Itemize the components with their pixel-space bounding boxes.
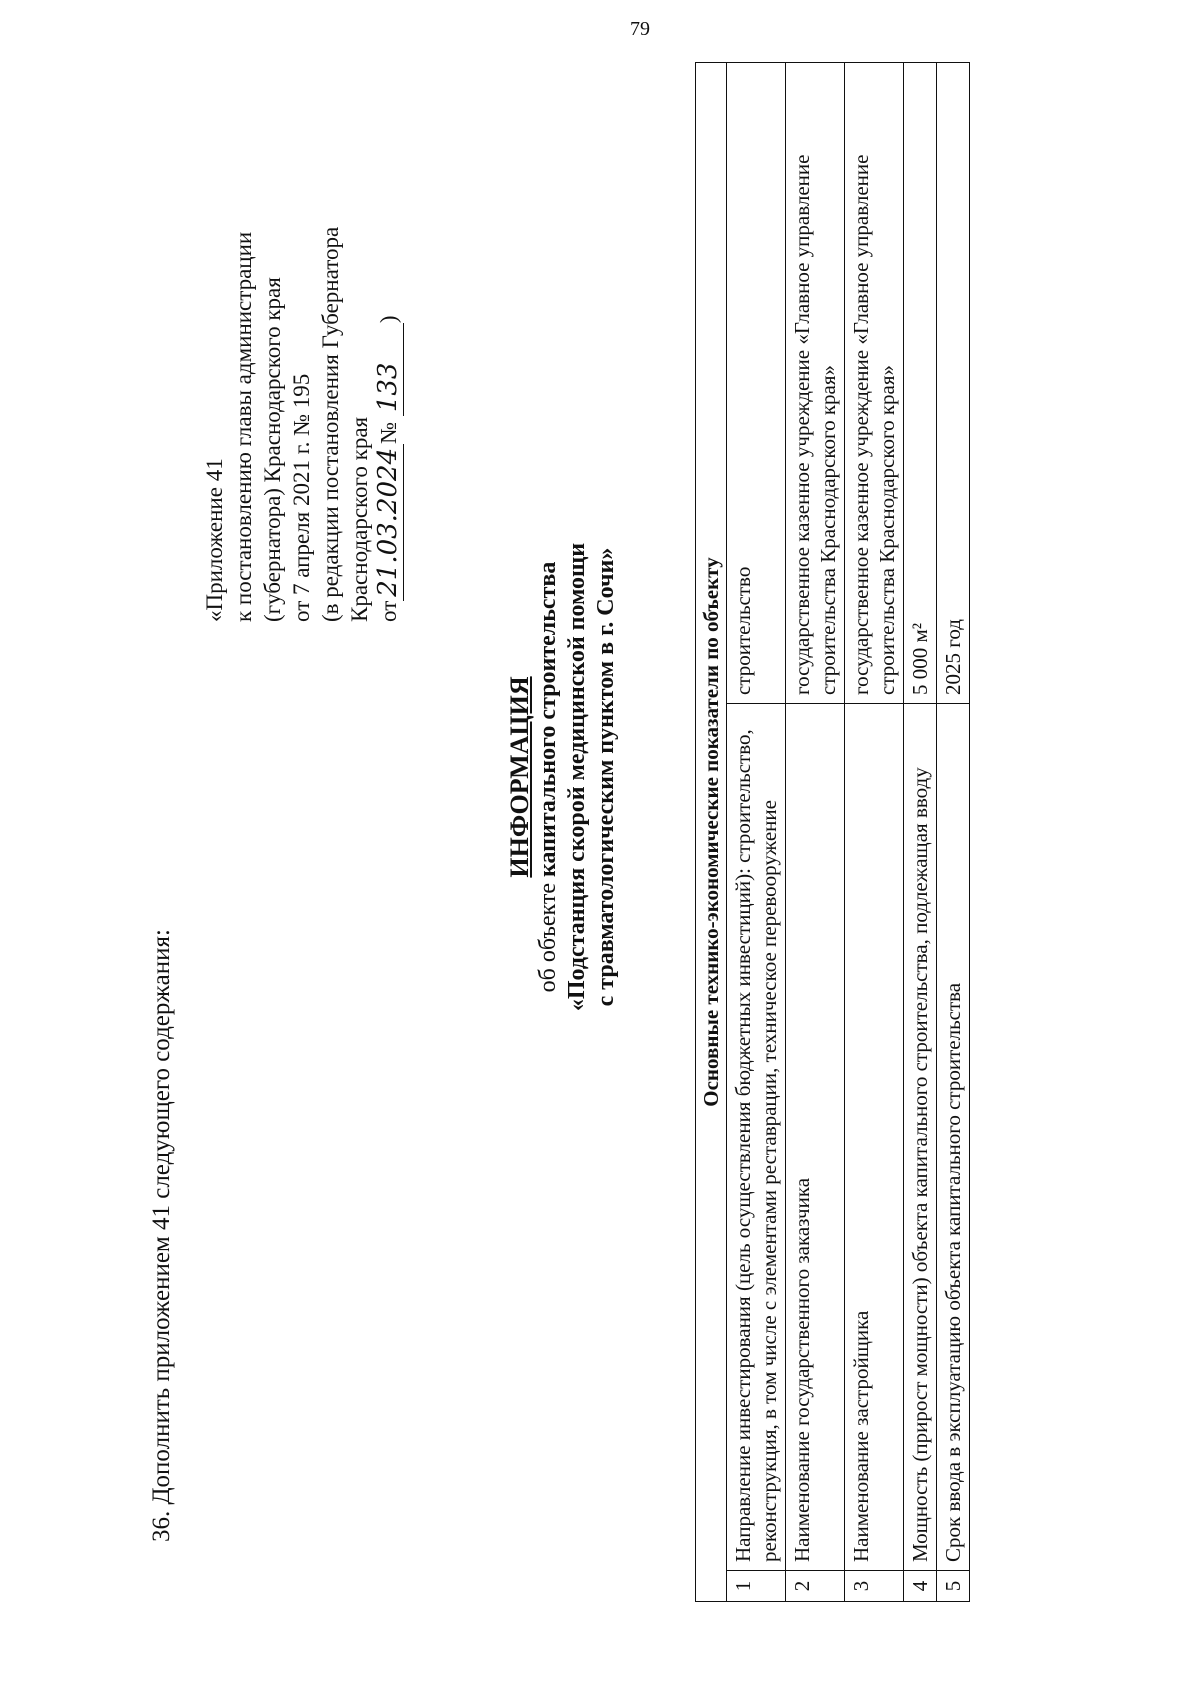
row-value: 5 000 м² bbox=[904, 63, 937, 704]
row-value: государственное казенное учреждение «Главное управление строительства Краснодарского края» bbox=[786, 63, 845, 704]
row-value: 2025 год bbox=[937, 63, 970, 704]
appendix-line: к постановлению главы администрации bbox=[231, 231, 256, 622]
table-row bbox=[904, 63, 937, 1602]
row-label: Срок ввода в эксплуатацию объекта капитального строительства bbox=[937, 704, 970, 1571]
appendix-line: Краснодарского края bbox=[347, 416, 372, 622]
row-label: Наименование застройщика bbox=[845, 704, 904, 1571]
row-value: строительство bbox=[727, 63, 786, 704]
from-prefix: от bbox=[376, 600, 401, 622]
appendix-line: (в редакции постановления Губернатора bbox=[318, 226, 343, 622]
title-plain: об объекте bbox=[535, 882, 561, 993]
row-label: Мощность (прирост мощности) объекта капитального строительства, подлежащая вводу bbox=[904, 704, 937, 1571]
row-number: 3 bbox=[845, 1571, 904, 1602]
table-row bbox=[727, 63, 786, 1602]
appendix-line: «Приложение 41 bbox=[202, 458, 227, 622]
title-line: с травматологическим пунктом в г. Сочи» bbox=[593, 547, 619, 1007]
table-row bbox=[937, 63, 970, 1602]
appendix-reference bbox=[200, 227, 404, 622]
table-row bbox=[845, 63, 904, 1602]
row-number: 4 bbox=[904, 1571, 937, 1602]
intro-text: 36. Дополнить приложением 41 следующего содержания: bbox=[148, 929, 175, 1542]
title-line: «Подстанция скорой медицинской помощи bbox=[564, 542, 590, 1012]
appendix-date-line bbox=[374, 227, 404, 622]
row-value: государственное казенное учреждение «Главное управление строительства Краснодарского края» bbox=[845, 63, 904, 704]
row-label: Наименование государственного заказчика bbox=[786, 704, 845, 1571]
table-header-row bbox=[696, 63, 727, 1602]
document-title bbox=[505, 177, 621, 1377]
table-row bbox=[786, 63, 845, 1602]
title-bold: капитального строительства bbox=[535, 561, 561, 877]
title-line bbox=[534, 177, 563, 1377]
row-label: Направление инвестирования (цель осуществления бюджетных инвестиций): строительство, реконструкция, в том числе с элементами реставрации, техническое перевооружение bbox=[727, 704, 786, 1571]
indicators-table bbox=[695, 62, 970, 1602]
table-header: Основные технико-экономические показатели по объекту bbox=[696, 63, 727, 1602]
row-number: 2 bbox=[786, 1571, 845, 1602]
handwritten-date: 21.03.2024 bbox=[374, 444, 404, 601]
row-number: 1 bbox=[727, 1571, 786, 1602]
row-number: 5 bbox=[937, 1571, 970, 1602]
page-number: 79 bbox=[630, 18, 650, 40]
title-main: ИНФОРМАЦИЯ bbox=[505, 676, 534, 878]
closing-paren: ) bbox=[376, 315, 401, 324]
appendix-line: от 7 апреля 2021 г. № 195 bbox=[289, 373, 314, 622]
appendix-line: (губернатора) Краснодарского края bbox=[260, 277, 285, 622]
number-prefix: № bbox=[376, 421, 401, 444]
handwritten-number: 133 bbox=[374, 323, 404, 416]
